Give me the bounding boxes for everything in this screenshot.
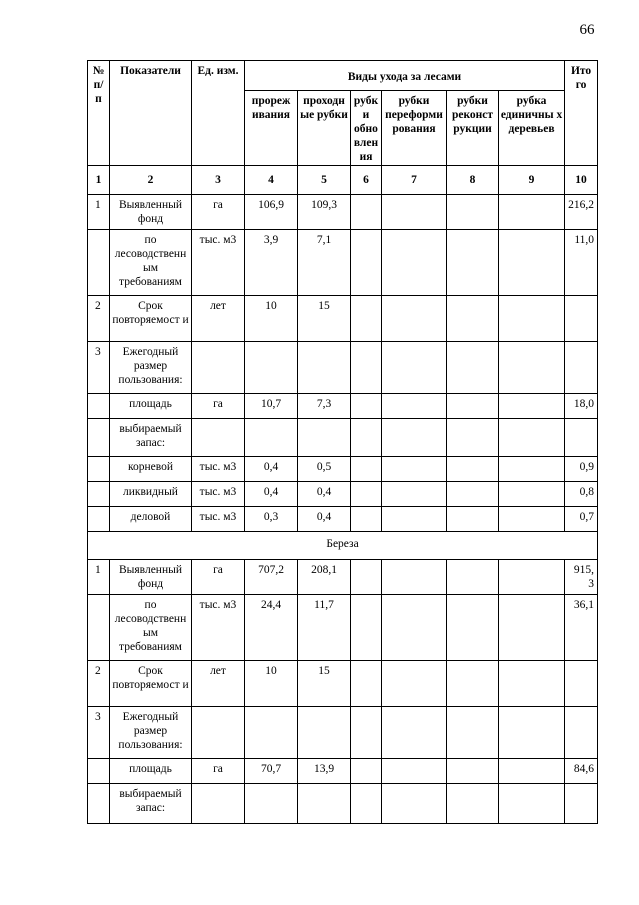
single-tree-cutting-value-cell	[499, 707, 565, 759]
thinning-value-cell: 0,3	[245, 507, 298, 532]
total-cell	[565, 759, 598, 784]
column-number: 2	[110, 166, 192, 195]
reformation-cutting-value-cell	[382, 507, 447, 532]
thinning-value-cell: 0,4	[245, 457, 298, 482]
passage-cutting-value-cell: 109,3	[298, 195, 351, 230]
total-cell	[565, 457, 598, 482]
unit-cell: тыс. м3	[192, 482, 245, 507]
single-tree-cutting-value-cell	[499, 482, 565, 507]
table-row	[88, 507, 598, 532]
thinning-value-cell: 10	[245, 296, 298, 342]
total-value: 0,7	[579, 511, 595, 523]
indicator-cell: Ежегодный размер пользования:	[110, 707, 192, 759]
column-number: 1	[88, 166, 110, 195]
row-number-cell	[88, 419, 110, 457]
row-number-cell: 3	[88, 342, 110, 394]
indicator-cell: Срок повторяемост и	[110, 661, 192, 707]
indicator-cell: площадь	[110, 759, 192, 784]
single-tree-cutting-value-cell	[499, 507, 565, 532]
passage-cutting-value-cell: 0,4	[298, 507, 351, 532]
column-number: 9	[499, 166, 565, 195]
reconstruction-cutting-value-cell	[447, 707, 499, 759]
reconstruction-cutting-value-cell	[447, 759, 499, 784]
reconstruction-cutting-value-cell	[447, 230, 499, 296]
reformation-cutting-value-cell	[382, 482, 447, 507]
reformation-cutting-value-cell	[382, 595, 447, 661]
row-number-cell	[88, 507, 110, 532]
passage-cutting-value-cell	[298, 707, 351, 759]
total-value: 216,2	[568, 199, 595, 211]
renewal-cutting-value-cell	[351, 784, 382, 824]
forest-care-table	[87, 60, 598, 824]
reconstruction-cutting-value-cell	[447, 394, 499, 419]
renewal-cutting-value-cell	[351, 707, 382, 759]
column-number: 6	[351, 166, 382, 195]
table-row	[88, 595, 598, 661]
unit-cell: га	[192, 195, 245, 230]
section-title: Береза	[88, 532, 598, 560]
row-number-cell	[88, 394, 110, 419]
column-numbers-row	[88, 166, 598, 195]
unit-cell: тыс. м3	[192, 595, 245, 661]
thinning-value-cell	[245, 707, 298, 759]
reconstruction-cutting-value-cell	[447, 507, 499, 532]
row-number-cell	[88, 482, 110, 507]
unit-cell	[192, 419, 245, 457]
reconstruction-cutting-value-cell	[447, 784, 499, 824]
indicator-cell: выбираемый запас:	[110, 419, 192, 457]
single-tree-cutting-value-cell	[499, 394, 565, 419]
row-number-cell: 1	[88, 195, 110, 230]
reconstruction-cutting-value-cell	[447, 457, 499, 482]
reformation-cutting-value-cell	[382, 296, 447, 342]
thinning-value-cell	[245, 342, 298, 394]
reformation-cutting-value-cell	[382, 230, 447, 296]
passage-cutting-value-cell	[298, 784, 351, 824]
passage-cutting-value-cell: 0,5	[298, 457, 351, 482]
reconstruction-cutting-value-cell	[447, 661, 499, 707]
indicator-cell: Срок повторяемост и	[110, 296, 192, 342]
reformation-cutting-value-cell	[382, 759, 447, 784]
header-renewal-cutting: рубк и обно влен ия	[351, 91, 382, 166]
total-cell	[565, 507, 598, 532]
table-row	[88, 457, 598, 482]
header-reconstruction-cutting: рубки реконст рукции	[447, 91, 499, 166]
indicator-cell: ликвидный	[110, 482, 192, 507]
indicator-cell: деловой	[110, 507, 192, 532]
passage-cutting-value-cell: 15	[298, 661, 351, 707]
column-number: 10	[565, 166, 598, 195]
thinning-value-cell	[245, 784, 298, 824]
reconstruction-cutting-value-cell	[447, 482, 499, 507]
renewal-cutting-value-cell	[351, 560, 382, 595]
thinning-value-cell: 3,9	[245, 230, 298, 296]
reformation-cutting-value-cell	[382, 195, 447, 230]
table-row	[88, 784, 598, 824]
thinning-value-cell	[245, 419, 298, 457]
reconstruction-cutting-value-cell	[447, 560, 499, 595]
table-row	[88, 296, 598, 342]
total-cell	[565, 419, 598, 457]
thinning-value-cell: 707,2	[245, 560, 298, 595]
reconstruction-cutting-value-cell	[447, 296, 499, 342]
reconstruction-cutting-value-cell	[447, 595, 499, 661]
thinning-value-cell: 106,9	[245, 195, 298, 230]
renewal-cutting-value-cell	[351, 195, 382, 230]
single-tree-cutting-value-cell	[499, 784, 565, 824]
passage-cutting-value-cell: 13,9	[298, 759, 351, 784]
table-row	[88, 759, 598, 784]
table-row	[88, 560, 598, 595]
header-unit: Ед. изм.	[192, 61, 245, 166]
passage-cutting-value-cell	[298, 342, 351, 394]
unit-cell: тыс. м3	[192, 230, 245, 296]
unit-cell: лет	[192, 296, 245, 342]
reformation-cutting-value-cell	[382, 560, 447, 595]
thinning-value-cell: 10	[245, 661, 298, 707]
reformation-cutting-value-cell	[382, 419, 447, 457]
renewal-cutting-value-cell	[351, 482, 382, 507]
total-value: 0,9	[579, 461, 595, 473]
row-number-cell: 1	[88, 560, 110, 595]
total-cell	[565, 342, 598, 394]
table-row	[88, 661, 598, 707]
row-number-cell: 3	[88, 707, 110, 759]
renewal-cutting-value-cell	[351, 296, 382, 342]
passage-cutting-value-cell: 7,3	[298, 394, 351, 419]
reformation-cutting-value-cell	[382, 394, 447, 419]
single-tree-cutting-value-cell	[499, 759, 565, 784]
column-number: 7	[382, 166, 447, 195]
unit-cell	[192, 707, 245, 759]
table-row	[88, 394, 598, 419]
total-cell	[565, 595, 598, 661]
header-number: № п/ п	[88, 61, 110, 166]
row-number-cell	[88, 457, 110, 482]
header-total: Ито го	[565, 61, 598, 166]
total-cell	[565, 296, 598, 342]
indicator-cell: площадь	[110, 394, 192, 419]
reformation-cutting-value-cell	[382, 661, 447, 707]
total-value: 915, 3	[573, 564, 595, 590]
indicator-cell: выбираемый запас:	[110, 784, 192, 824]
total-cell	[565, 394, 598, 419]
total-cell	[565, 784, 598, 824]
passage-cutting-value-cell: 7,1	[298, 230, 351, 296]
total-cell	[565, 707, 598, 759]
reconstruction-cutting-value-cell	[447, 195, 499, 230]
total-value: 36,1	[573, 599, 595, 611]
single-tree-cutting-value-cell	[499, 457, 565, 482]
reformation-cutting-value-cell	[382, 707, 447, 759]
indicator-cell: по лесоводственн ым требованиям	[110, 230, 192, 296]
row-number-cell: 2	[88, 296, 110, 342]
passage-cutting-value-cell	[298, 419, 351, 457]
unit-cell	[192, 342, 245, 394]
unit-cell: тыс. м3	[192, 457, 245, 482]
total-cell	[565, 560, 598, 595]
total-value: 0,8	[579, 486, 595, 498]
single-tree-cutting-value-cell	[499, 595, 565, 661]
passage-cutting-value-cell: 11,7	[298, 595, 351, 661]
single-tree-cutting-value-cell	[499, 230, 565, 296]
renewal-cutting-value-cell	[351, 394, 382, 419]
unit-cell: лет	[192, 661, 245, 707]
header-indicator: Показатели	[110, 61, 192, 166]
row-number-cell	[88, 784, 110, 824]
header-passage-cutting: проходн ые рубки	[298, 91, 351, 166]
single-tree-cutting-value-cell	[499, 661, 565, 707]
renewal-cutting-value-cell	[351, 759, 382, 784]
passage-cutting-value-cell: 208,1	[298, 560, 351, 595]
total-value: 84,6	[573, 763, 595, 775]
passage-cutting-value-cell: 15	[298, 296, 351, 342]
reconstruction-cutting-value-cell	[447, 419, 499, 457]
column-number: 4	[245, 166, 298, 195]
thinning-value-cell: 70,7	[245, 759, 298, 784]
section-row	[88, 532, 598, 560]
table-row	[88, 195, 598, 230]
column-number: 3	[192, 166, 245, 195]
renewal-cutting-value-cell	[351, 595, 382, 661]
total-cell	[565, 661, 598, 707]
thinning-value-cell: 10,7	[245, 394, 298, 419]
single-tree-cutting-value-cell	[499, 419, 565, 457]
indicator-cell: по лесоводственн ым требованиям	[110, 595, 192, 661]
thinning-value-cell: 24,4	[245, 595, 298, 661]
header-thinning: прореж ивания	[245, 91, 298, 166]
row-number-cell: 2	[88, 661, 110, 707]
header-care-types: Виды ухода за лесами	[245, 61, 565, 91]
indicator-cell: Ежегодный размер пользования:	[110, 342, 192, 394]
total-value: 18,0	[573, 398, 595, 410]
total-cell	[565, 482, 598, 507]
renewal-cutting-value-cell	[351, 507, 382, 532]
unit-cell: тыс. м3	[192, 507, 245, 532]
unit-cell: га	[192, 560, 245, 595]
column-number: 8	[447, 166, 499, 195]
table-row	[88, 230, 598, 296]
indicator-cell: Выявленный фонд	[110, 560, 192, 595]
header-reformation-cutting: рубки переформи рования	[382, 91, 447, 166]
reformation-cutting-value-cell	[382, 342, 447, 394]
header-single-tree-cutting: рубка единичны х деревьев	[499, 91, 565, 166]
page-number: 66	[579, 22, 595, 38]
indicator-cell: Выявленный фонд	[110, 195, 192, 230]
row-number-cell	[88, 759, 110, 784]
total-cell	[565, 195, 598, 230]
row-number-cell	[88, 595, 110, 661]
single-tree-cutting-value-cell	[499, 342, 565, 394]
total-value: 11,0	[574, 234, 595, 246]
indicator-cell: корневой	[110, 457, 192, 482]
table-row	[88, 707, 598, 759]
unit-cell: га	[192, 759, 245, 784]
renewal-cutting-value-cell	[351, 342, 382, 394]
reformation-cutting-value-cell	[382, 784, 447, 824]
single-tree-cutting-value-cell	[499, 560, 565, 595]
table-row	[88, 482, 598, 507]
renewal-cutting-value-cell	[351, 661, 382, 707]
thinning-value-cell: 0,4	[245, 482, 298, 507]
unit-cell: га	[192, 394, 245, 419]
passage-cutting-value-cell: 0,4	[298, 482, 351, 507]
renewal-cutting-value-cell	[351, 419, 382, 457]
renewal-cutting-value-cell	[351, 457, 382, 482]
table-row	[88, 419, 598, 457]
table-row	[88, 342, 598, 394]
reformation-cutting-value-cell	[382, 457, 447, 482]
reconstruction-cutting-value-cell	[447, 342, 499, 394]
renewal-cutting-value-cell	[351, 230, 382, 296]
single-tree-cutting-value-cell	[499, 296, 565, 342]
total-cell	[565, 230, 598, 296]
unit-cell	[192, 784, 245, 824]
row-number-cell	[88, 230, 110, 296]
column-number: 5	[298, 166, 351, 195]
single-tree-cutting-value-cell	[499, 195, 565, 230]
